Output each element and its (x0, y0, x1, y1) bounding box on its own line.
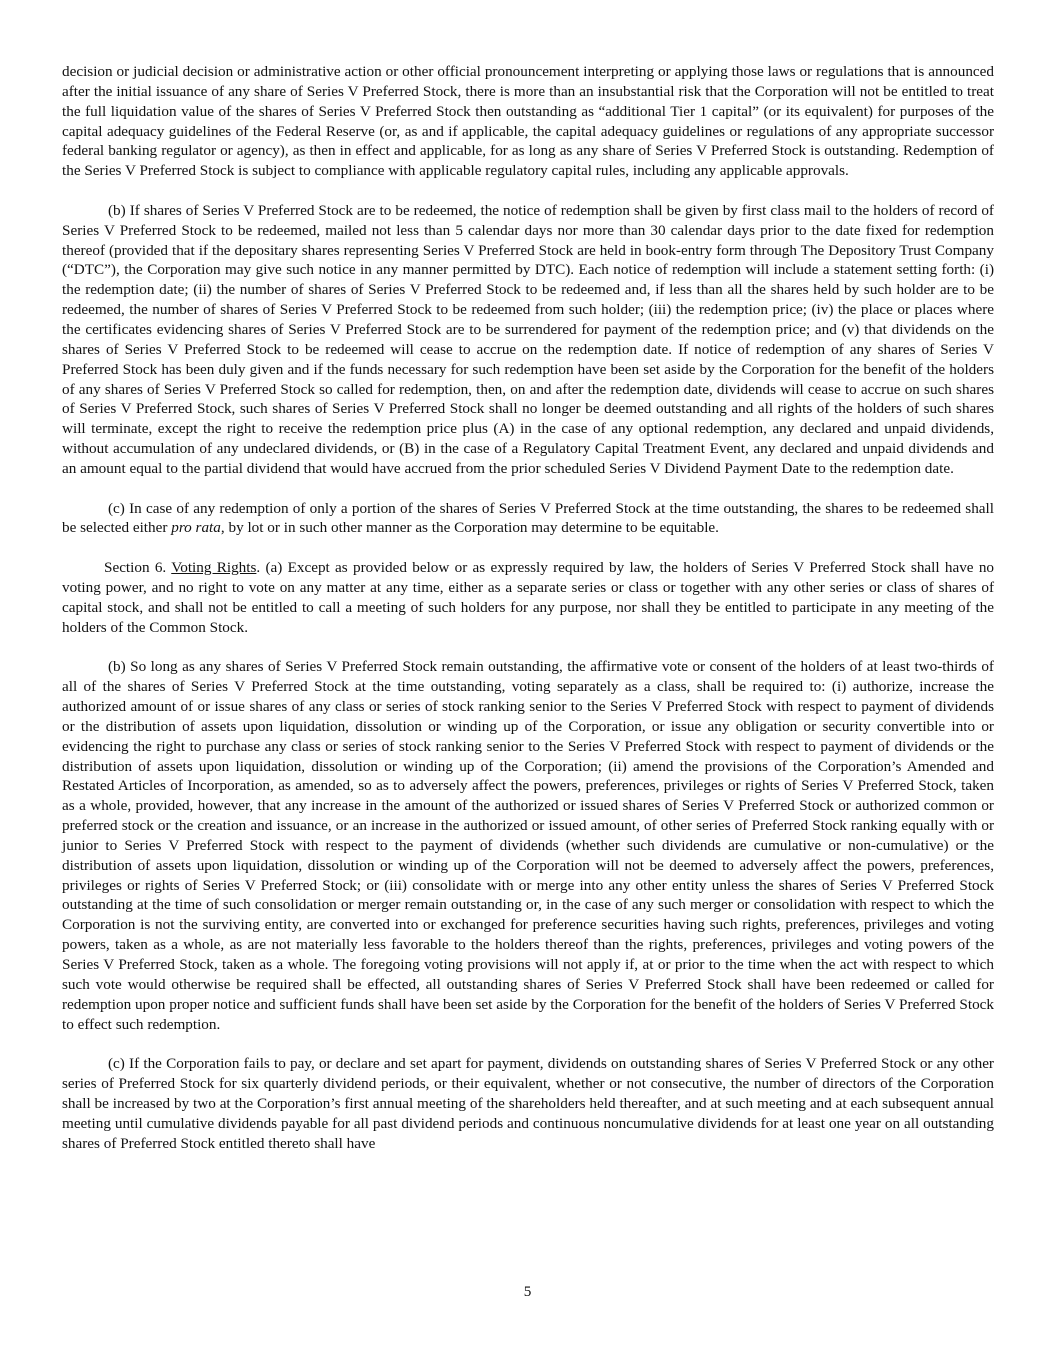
paragraph-dividend-default-directors: (c) If the Corporation fails to pay, or declare and set apart for payment, dividends on outstanding shares of Series V Preferred Stock or any other series of Preferred Stock for six quarterly dividend periods, or their equivalent, whether or not consecutive, the number of directors of the Corporation shall be increased by two at the Corporation’s first annual meeting of the shareholders held thereafter, and at such meeting and at each subsequent annual meeting until cumulative dividends payable for all past dividend periods and continuous noncumulative dividends for at least one year on all outstanding shares of Preferred Stock entitled thereto shall have (62, 1055, 994, 1152)
pro-rata-term: pro rata (171, 519, 221, 537)
section-6-label: Section 6. (104, 559, 172, 577)
section-6-heading: Voting Rights (171, 559, 257, 577)
partial-redemption-text-start: (c) In case of any redemption of only a portion of the shares of Series V Preferred Stock at the time outstanding, the shares to be redeemed shall be selected either (62, 499, 994, 537)
partial-redemption-text-end: , by lot or in such other manner as the Corporation may determine to be equitable. (220, 519, 719, 537)
paragraph-redemption-continuation: decision or judicial decision or administrative action or other official pronouncement interpreting or applying those laws or regulations that is announced after the initial issuance of any share of Series V Preferred Stock, there is more than an insubstantial risk that the Corporation will not be entitled to treat the full liquidation value of the shares of Series V Preferred Stock then outstanding as “additional Tier 1 capital” (or its equivalent) for purposes of the capital adequacy guidelines of the Federal Reserve (or, as and if applicable, the capital adequacy guidelines or regulations of any appropriate successor federal banking regulator or agency), as then in effect and applicable, for as long as any share of Series V Preferred Stock is outstanding. Redemption of the Series V Preferred Stock is subject to compliance with applicable regulatory capital rules, including any applicable approvals. (62, 63, 994, 180)
paragraph-partial-redemption (62, 499, 994, 539)
paragraph-notice-of-redemption: (b) If shares of Series V Preferred Stock are to be redeemed, the notice of redemption shall be given by first class mail to the holders of record of Series V Preferred Stock to be redeemed, mailed not less than 5 calendar days nor more than 30 calendar days prior to the date fixed for redemption thereof (provided that if the depositary shares representing Series V Preferred Stock are held in book-entry form through The Depository Trust Company (“DTC”), the Corporation may give such notice in any manner permitted by DTC). Each notice of redemption will include a statement setting forth: (i) the redemption date; (ii) the number of shares of Series V Preferred Stock to be redeemed and, if less than all the shares held by such holder are to be redeemed, the number of shares of Series V Preferred Stock to be redeemed from such holder; (iii) the redemption price; (iv) the place or places where the certificates evidencing shares of Series V Preferred Stock are to be surrendered for payment of the redemption price; and (v) that dividends on the shares of Series V Preferred Stock to be redeemed will cease to accrue on the redemption date. If notice of redemption of any shares of Series V Preferred Stock has been duly given and if the funds necessary for such redemption have been set aside by the Corporation for the benefit of the holders of any shares of Series V Preferred Stock so called for redemption, then, on and after the redemption date, dividends will cease to accrue on such shares of Series V Preferred Stock, such shares of Series V Preferred Stock shall no longer be deemed outstanding and all rights of the holders of such shares will terminate, except the right to receive the redemption price plus (A) in the case of any optional redemption, any declared and unpaid dividends, without accumulation of any undeclared dividends, or (B) in the case of a Regulatory Capital Treatment Event, any declared and unpaid dividends and an amount equal to the partial dividend that would have accrued from the prior scheduled Series V Dividend Payment Date to the redemption date. (62, 201, 994, 477)
paragraph-voting-approval-required: (b) So long as any shares of Series V Preferred Stock remain outstanding, the affirmative vote or consent of the holders of at least two-thirds of all of the shares of Series V Preferred Stock at the time outstanding, voting separately as a class, shall be required to: (i) authorize, increase the authorized amount of or issue shares of any class or series of stock ranking senior to the Series V Preferred Stock with respect to payment of dividends or the distribution of assets upon liquidation, dissolution or winding up of the Corporation, or issue any obligation or security convertible into or evidencing the right to purchase any class or series of stock ranking senior to the Series V Preferred Stock with respect to payment of dividends or the distribution of assets upon liquidation, dissolution or winding up of the Corporation; (ii) amend the provisions of the Corporation’s Amended and Restated Articles of Incorporation, as amended, so as to adversely affect the powers, preferences, privileges or rights of Series V Preferred Stock, taken as a whole, provided, however, that any increase in the amount of the authorized or issued shares of Series V Preferred Stock or authorized common or preferred stock or the creation and issuance, or an increase in the authorized or issued amount, of other series of Preferred Stock ranking equally with or junior to Series V Preferred Stock with respect to the payment of dividends (whether such dividends are cumulative or non-cumulative) or the distribution of assets upon liquidation, dissolution or winding up of the Corporation will not be deemed to adversely affect the powers, preferences, privileges or rights of Series V Preferred Stock; or (iii) consolidate with or merge into any other entity unless the shares of Series V Preferred Stock outstanding at the time of such consolidation or merger remain outstanding or, in the case of any such merger or consolidation with respect to which the Corporation is not the surviving entity, are converted into or exchanged for preference securities having such rights, preferences, privileges and voting powers, taken as a whole, as are not materially less favorable to the holders thereof than the rights, preferences, privileges and voting powers of the Series V Preferred Stock, taken as a whole. The foregoing voting provisions will not apply if, at or prior to the time when the act with respect to which such vote would otherwise be required shall be effected, all outstanding shares of Series V Preferred Stock shall have been redeemed or called for redemption upon proper notice and sufficient funds shall have been set aside by the Corporation for the benefit of the holders of Series V Preferred Stock to effect such redemption. (62, 658, 994, 1033)
paragraph-section-6-voting-rights (62, 558, 994, 637)
page-number: 5 (523, 1283, 532, 1300)
section-6-text: . (a) Except as provided below or as expressly required by law, the holders of Series V Preferred Stock shall have no voting power, and no right to vote on any matter at any time, either as a separate series or class or together with any other series or class of shares of capital stock, and shall not be entitled to call a meeting of such holders for any purpose, nor shall they be entitled to participate in any meeting of the holders of the Common Stock. (62, 559, 995, 636)
document-page (62, 62, 994, 1173)
